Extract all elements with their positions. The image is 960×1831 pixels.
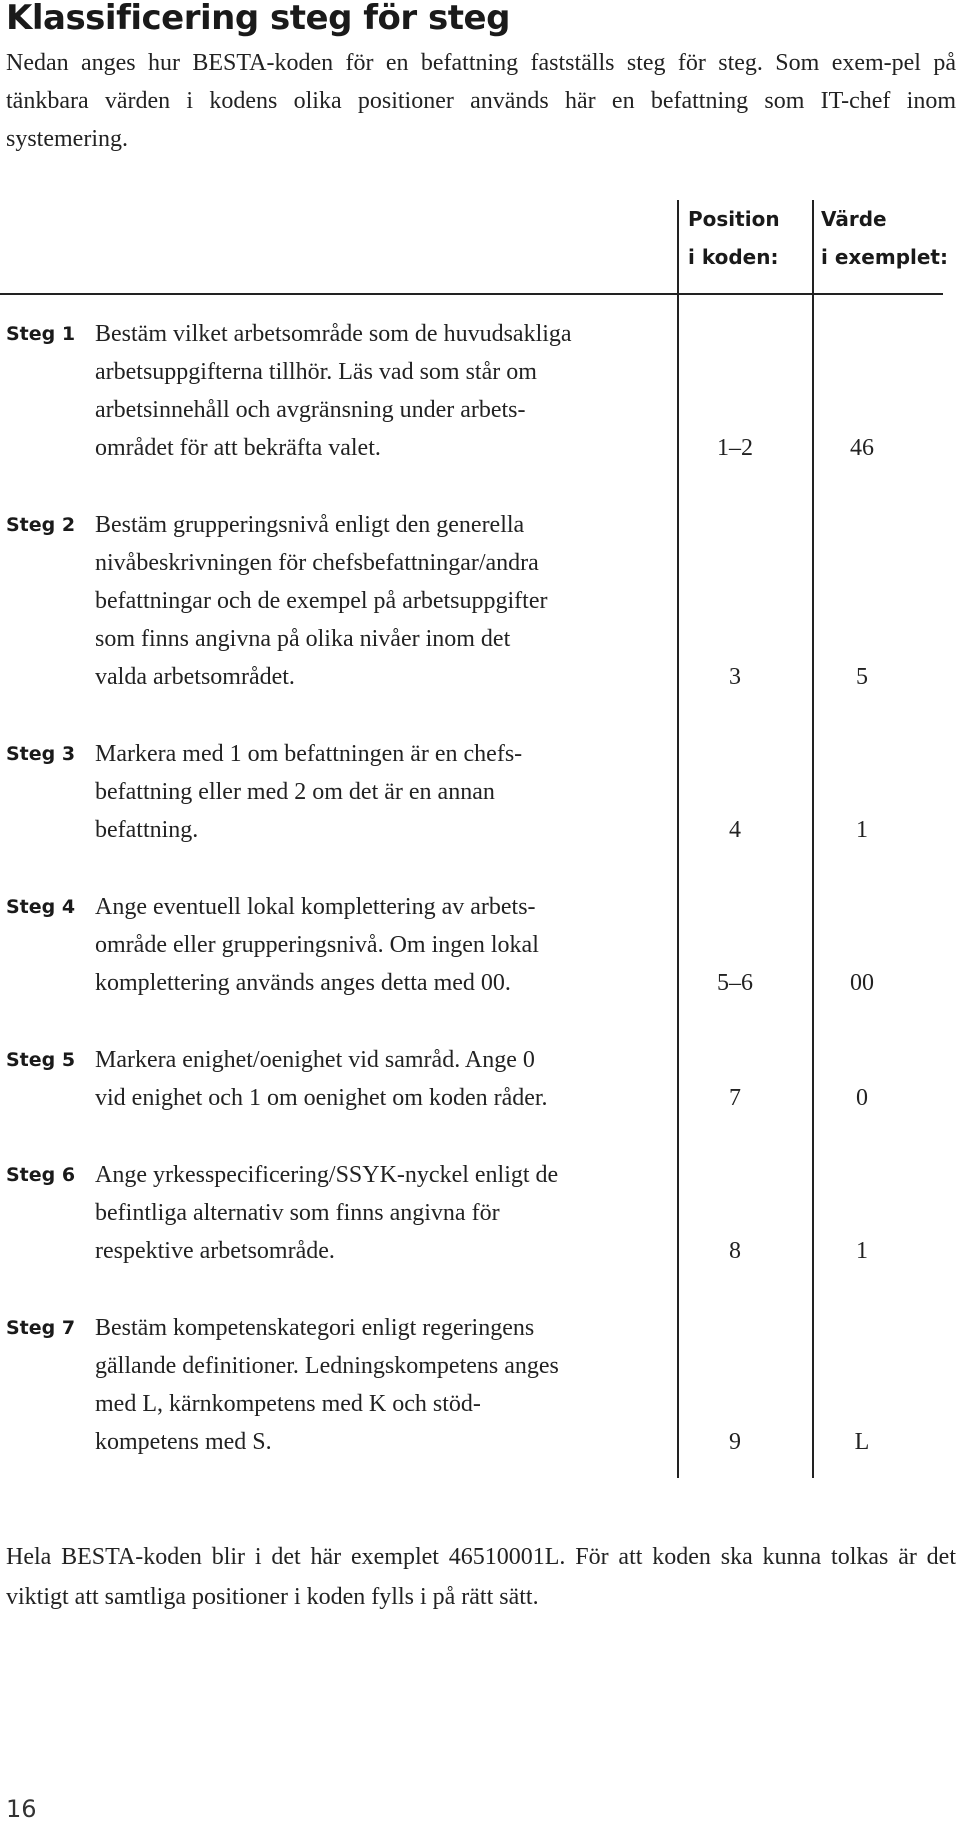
step-value: 1 (856, 817, 868, 843)
step-label: Steg 7 (6, 1317, 76, 1339)
page-title: Klassificering steg för steg (6, 0, 510, 38)
step-position: 8 (729, 1238, 741, 1264)
step-label: Steg 1 (6, 323, 76, 345)
column-divider-left (677, 200, 679, 1478)
step-position: 1–2 (717, 435, 753, 461)
page-number: 16 (6, 1795, 37, 1823)
step-value: 0 (856, 1085, 868, 1111)
step-label: Steg 6 (6, 1164, 76, 1186)
step-description: Bestäm grupperingsnivå enligt den generella nivåbeskrivningen för chefsbefattningar/andra befattningar och de exempel på arbetsuppgifter som finns angivna på olika nivåer inom det valda arbetsområdet. (95, 512, 548, 690)
step-position: 3 (729, 664, 741, 690)
column-header-value-line2: i exemplet: (821, 245, 948, 269)
step-label: Steg 5 (6, 1049, 76, 1071)
column-header-value (821, 200, 948, 276)
step-label: Steg 4 (6, 896, 76, 918)
step-description: Markera enighet/oenighet vid samråd. Ange 0 vid enighet och 1 om oenighet om koden råder. (95, 1047, 548, 1111)
step-value: 1 (856, 1238, 868, 1264)
step-value: L (854, 1429, 870, 1455)
step-position: 5–6 (717, 970, 753, 996)
step-description: Ange yrkesspecificering/SSYK-nyckel enligt de befintliga alternativ som finns angivna för respektive arbetsområde. (95, 1162, 559, 1264)
column-header-position-line2: i koden: (688, 245, 779, 269)
step-value: 46 (850, 435, 874, 461)
step-description: Ange eventuell lokal komplettering av arbets- område eller grupperingsnivå. Om ingen lokal komplettering används anges detta med 00. (95, 894, 539, 996)
step-position: 4 (729, 817, 741, 843)
step-value: 00 (850, 970, 874, 996)
step-label: Steg 3 (6, 743, 76, 765)
step-description: Markera med 1 om befattningen är en chefs- befattning eller med 2 om det är en annan befattning. (95, 741, 523, 843)
column-header-position-line1: Position (688, 207, 780, 231)
step-description: Bestäm vilket arbetsområde som de huvudsakliga arbetsuppgifterna tillhör. Läs vad som står om arbetsinnehåll och avgränsning under arbets- området för att bekräfta valet. (95, 321, 572, 461)
step-value: 5 (856, 664, 868, 690)
step-description: Bestäm kompetenskategori enligt regeringens gällande definitioner. Ledningskompetens anges med L, kärnkompetens med K och stöd- kompetens med S. (95, 1315, 559, 1455)
intro-paragraph: Nedan anges hur BESTA-koden för en befattning fastställs steg för steg. Som exem-pel på tänkbara värden i kodens olika positioner används här en befattning som IT-chef inom systemering. (6, 50, 956, 152)
column-header-position (688, 200, 780, 276)
table-header-rule (0, 293, 943, 295)
summary-paragraph: Hela BESTA-koden blir i det här exemplet 46510001L. För att koden ska kunna tolkas är det viktigt att samtliga positioner i koden fylls i på rätt sätt. (6, 1544, 956, 1610)
column-header-value-line1: Värde (821, 207, 887, 231)
step-label: Steg 2 (6, 514, 76, 536)
step-position: 9 (729, 1429, 741, 1455)
step-position: 7 (729, 1085, 741, 1111)
